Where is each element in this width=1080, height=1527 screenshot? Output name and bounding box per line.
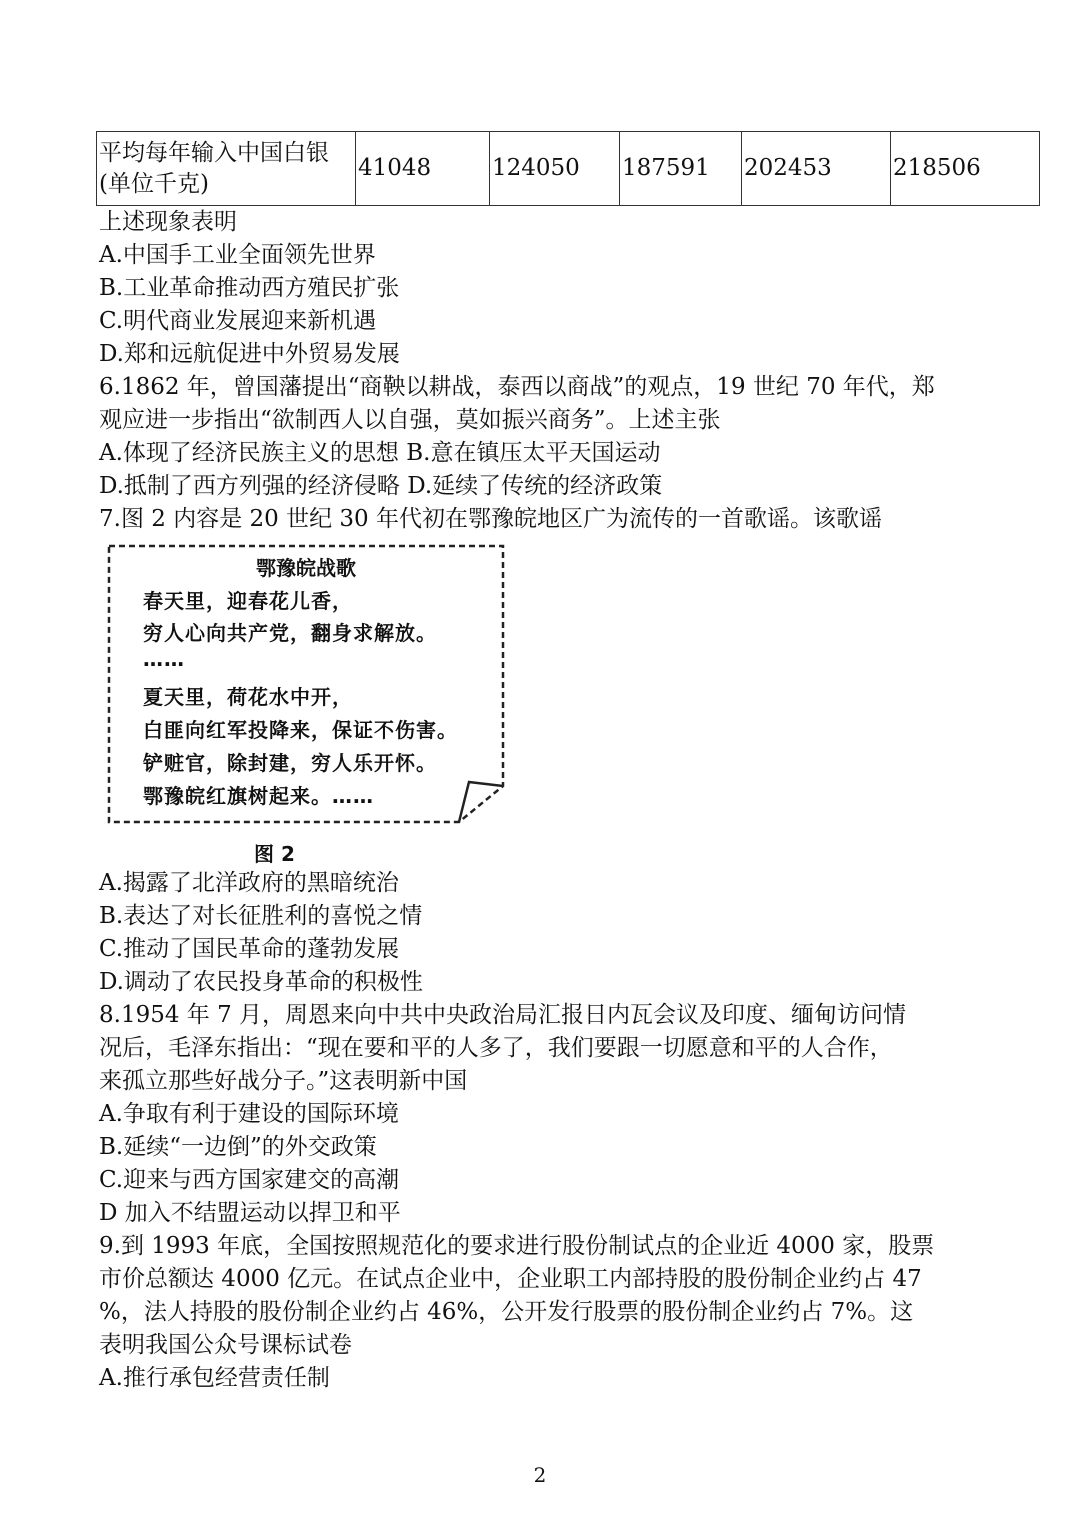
q6-stem-line-1: 6.1862 年，曾国藩提出“商鞅以耕战，泰西以商战”的观点，19 世纪 70 年代，郑 xyxy=(99,374,935,400)
q6-options-line-1: A.体现了经济民族主义的思想 B.意在镇压太平天国运动 xyxy=(99,440,661,466)
q6-stem-line-2: 观应进一步指出“欲制西人以自强，莫如振兴商务”。上述主张 xyxy=(99,407,721,433)
silver-import-table xyxy=(96,131,1040,206)
page-number: 2 xyxy=(533,1463,547,1487)
q9-stem-line-2: 市价总额达 4000 亿元。在试点企业中，企业职工内部持股的股份制企业约占 47 xyxy=(99,1266,922,1292)
q5-stem: 上述现象表明 xyxy=(99,209,237,235)
q9-stem-line-1: 9.到 1993 年底，全国按照规范化的要求进行股份制试点的企业近 4000 家，股票 xyxy=(99,1233,935,1259)
q7-option-c: C.推动了国民革命的蓬勃发展 xyxy=(99,936,400,962)
q7-option-d: D.调动了农民投身革命的积极性 xyxy=(99,969,423,995)
song-line: …… xyxy=(143,647,185,671)
song-title: 鄂豫皖战歌 xyxy=(256,556,356,580)
q8-option-b: B.延续“一边倒”的外交政策 xyxy=(99,1134,377,1160)
q5-option-c: C.明代商业发展迎来新机遇 xyxy=(99,308,377,334)
table-header-cell: 平均每年输入中国白银(单位千克) xyxy=(97,132,356,206)
song-line: 穷人心向共产党，翻身求解放。 xyxy=(143,621,437,645)
table-cell: 187591 xyxy=(620,132,742,206)
song-line: 夏天里，荷花水中开， xyxy=(143,685,353,709)
q9-option-a: A.推行承包经营责任制 xyxy=(99,1365,330,1391)
table-cell: 41048 xyxy=(356,132,490,206)
song-line: 春天里，迎春花儿香， xyxy=(143,589,353,613)
q5-option-d: D.郑和远航促进中外贸易发展 xyxy=(99,341,400,367)
table-cell: 124050 xyxy=(490,132,620,206)
song-line: 铲赃官，除封建，穷人乐开怀。 xyxy=(143,751,437,775)
q9-stem-line-3: %，法人持股的股份制企业约占 46%，公开发行股票的股份制企业约占 7%。这 xyxy=(99,1299,914,1325)
q6-options-line-2: D.抵制了西方列强的经济侵略 D.延续了传统的经济政策 xyxy=(99,473,663,499)
q5-option-a: A.中国手工业全面领先世界 xyxy=(99,242,376,268)
q8-option-c: C.迎来与西方国家建交的高潮 xyxy=(99,1167,400,1193)
q7-option-a: A.揭露了北洋政府的黑暗统治 xyxy=(99,870,399,896)
q8-option-d: D 加入不结盟运动以捍卫和平 xyxy=(99,1200,401,1226)
q8-option-a: A.争取有利于建设的国际环境 xyxy=(99,1101,399,1127)
q7-option-b: B.表达了对长征胜利的喜悦之情 xyxy=(99,903,423,929)
table-cell: 218506 xyxy=(891,132,1040,206)
song-line: 鄂豫皖红旗树起来。…… xyxy=(143,784,374,808)
q8-stem-line-2: 况后，毛泽东指出：“现在要和平的人多了，我们要跟一切愿意和平的人合作， xyxy=(99,1035,893,1061)
table-cell: 202453 xyxy=(742,132,891,206)
table-row xyxy=(97,132,1040,206)
song-line: 白匪向红军投降来，保证不伤害。 xyxy=(143,718,458,742)
q7-stem: 7.图 2 内容是 20 世纪 30 年代初在鄂豫皖地区广为流传的一首歌谣。该歌谣 xyxy=(99,506,882,532)
q9-stem-line-4: 表明我国公众号课标试卷 xyxy=(99,1332,352,1358)
song-figure xyxy=(107,544,505,824)
q5-option-b: B.工业革命推动西方殖民扩张 xyxy=(99,275,400,301)
q8-stem-line-3: 来孤立那些好战分子。”这表明新中国 xyxy=(99,1068,468,1094)
figure-caption: 图 2 xyxy=(254,842,295,866)
q8-stem-line-1: 8.1954 年 7 月，周恩来向中共中央政治局汇报日内瓦会议及印度、缅甸访问情 xyxy=(99,1002,907,1028)
